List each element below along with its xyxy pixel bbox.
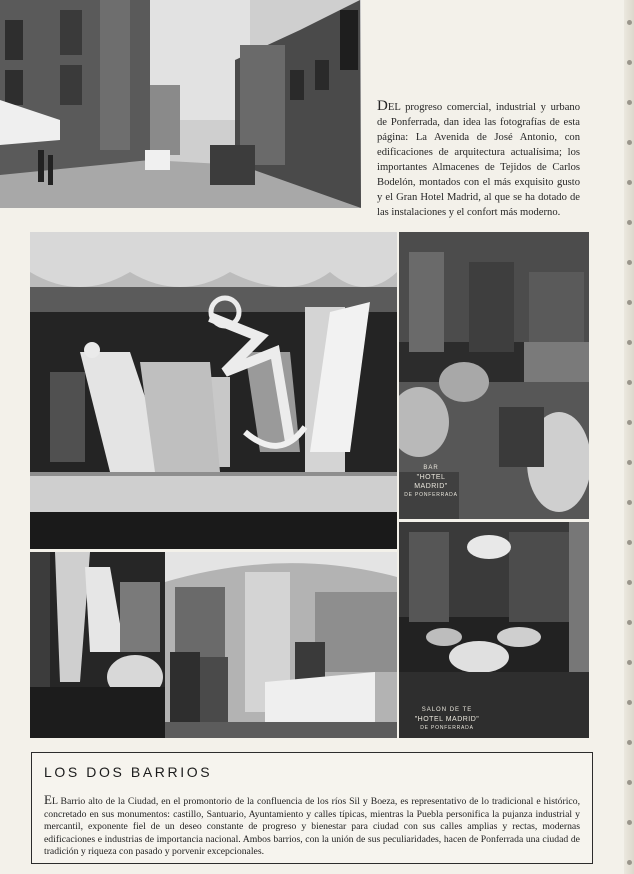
binding-hole	[627, 820, 632, 825]
binding-hole	[627, 180, 632, 185]
binding-hole	[627, 540, 632, 545]
binding-hole	[627, 340, 632, 345]
tea-salon-photo	[399, 522, 589, 738]
street-avenue-photo	[0, 0, 361, 208]
article-body	[44, 794, 580, 859]
binding-hole	[627, 420, 632, 425]
salon-caption	[401, 706, 493, 733]
binding-hole	[627, 220, 632, 225]
hotel-bar-photo	[399, 232, 589, 519]
binding-hole	[627, 860, 632, 865]
binding-hole	[627, 100, 632, 105]
article-dropcap: E	[44, 792, 52, 807]
binding-hole	[627, 260, 632, 265]
shop-interior-garments-photo	[30, 552, 165, 738]
intro-text: EL progreso comercial, industrial y urbano de Ponferrada, dan idea las fotografías de esta página: La Avenida de José Antonio, con edificaciones de arquitectura actualísima; los importantes Almacenes de Tejidos de Carlos Bodelón, montados con el más exquisito gusto y el Gran Hotel Madrid, al que se ha dotado de las instalaciones y el confort más moderno.	[377, 102, 580, 218]
salon-caption-line1: SALON DE TE	[421, 707, 473, 713]
binding-hole	[627, 780, 632, 785]
intro-dropcap: D	[377, 98, 388, 114]
intro-paragraph	[377, 100, 580, 220]
salon-caption-line2: "HOTEL MADRID"	[414, 716, 480, 723]
page-edge	[624, 0, 634, 874]
article-title: LOS DOS BARRIOS	[44, 764, 213, 780]
article-text: L Barrio alto de la Ciudad, en el promontorio de la confluencia de los ríos Sil y Boeza, es representativo de lo tradicional e histórico, concretado en sus monumentos: castillo, Santuario, Ayuntamiento y calles típicas, mientras la Puebla personifica la pujanza industrial y mercantil, exponente fiel de un deseo constante de progreso y bienestar para ciudad con sus calles amplias y rectas, modernas edificaciones e industrias de importancia nacional. Ambos barrios, con la unión de sus peculiaridades, hacen de Ponferrada una ciudad de tradición y riqueza con pasado y porvenir excepcionales.	[44, 796, 580, 858]
salon-caption-line3: DE PONFERRADA	[420, 725, 474, 731]
binding-hole	[627, 380, 632, 385]
binding-hole	[627, 660, 632, 665]
binding-hole	[627, 300, 632, 305]
binding-hole	[627, 620, 632, 625]
shop-window-photo	[30, 232, 397, 549]
binding-hole	[627, 20, 632, 25]
bar-caption-line3: DE PONFERRADA	[404, 492, 458, 498]
binding-hole	[627, 140, 632, 145]
bar-caption-line2: "HOTEL MADRID"	[414, 474, 448, 490]
bar-caption	[399, 464, 463, 500]
store-counter-photo	[165, 552, 397, 738]
binding-hole	[627, 500, 632, 505]
article-box	[31, 752, 593, 864]
binding-hole	[627, 580, 632, 585]
bar-caption-line1: BAR	[423, 465, 439, 471]
binding-hole	[627, 60, 632, 65]
binding-hole	[627, 460, 632, 465]
binding-hole	[627, 700, 632, 705]
binding-hole	[627, 740, 632, 745]
